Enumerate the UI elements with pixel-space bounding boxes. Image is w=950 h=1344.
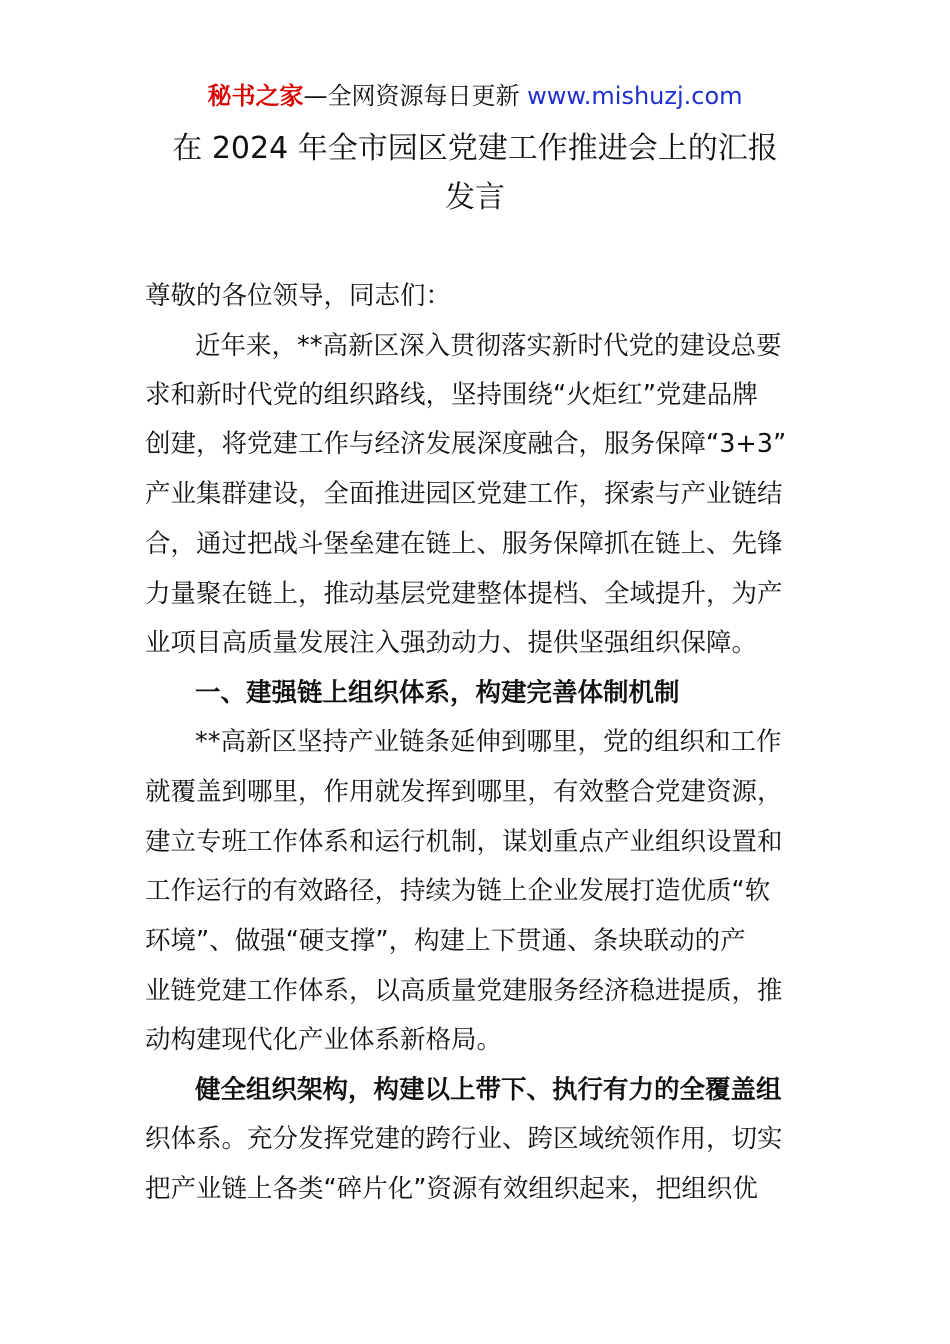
paragraph-2-line: 动构建现代化产业体系新格局。	[145, 1025, 503, 1055]
paragraph-1-line: 创建，将党建工作与经济发展深度融合，服务保障“3+3”	[145, 429, 787, 459]
site-brand: 秘书之家	[207, 82, 304, 110]
paragraph-1-line: 力量聚在链上，推动基层党建整体提档、全域提升，为产	[145, 579, 783, 609]
paragraph-2-line: 业链党建工作体系，以高质量党建服务经济稳进提质，推	[145, 976, 783, 1006]
paragraph-1-line: 近年来，**高新区深入贯彻落实新时代党的建设总要	[195, 331, 782, 361]
document-title-line-1: 在 2024 年全市园区党建工作推进会上的汇报	[172, 131, 778, 166]
site-url-link[interactable]: www.mishuzj.com	[527, 82, 743, 110]
paragraph-2-line: 环境”、做强“硬支撑”，构建上下贯通、条块联动的产	[145, 926, 746, 956]
paragraph-3-lead: 健全组织架构，构建以上带下、执行有力的全覆盖组	[195, 1075, 782, 1105]
site-tagline: —全网资源每日更新	[303, 82, 528, 110]
paragraph-2-line: 就覆盖到哪里，作用就发挥到哪里，有效整合党建资源，	[145, 777, 783, 807]
paragraph-1-line: 产业集群建设，全面推进园区党建工作，探索与产业链结	[145, 479, 783, 509]
paragraph-2-line: 工作运行的有效路径，持续为链上企业发展打造优质“软	[145, 876, 771, 906]
paragraph-3-line: 把产业链上各类“碎片化”资源有效组织起来，把组织优	[145, 1174, 758, 1204]
section-heading-1: 一、建强链上组织体系，构建完善体制机制	[195, 678, 680, 708]
paragraph-1-line: 业项目高质量发展注入强劲动力、提供坚强组织保障。	[145, 628, 758, 658]
paragraph-3-line: 织体系。充分发挥党建的跨行业、跨区域统领作用，切实	[145, 1124, 783, 1154]
paragraph-1-line: 合，通过把战斗堡垒建在链上、服务保障抓在链上、先锋	[145, 529, 783, 559]
document-title-line-2: 发言	[445, 180, 505, 215]
paragraph-2-line: 建立专班工作体系和运行机制，谋划重点产业组织设置和	[145, 827, 783, 857]
paragraph-1-line: 求和新时代党的组织路线，坚持围绕“火炬红”党建品牌	[145, 380, 758, 410]
site-header	[0, 80, 950, 112]
salutation: 尊敬的各位领导，同志们：	[145, 281, 452, 311]
paragraph-2-line: **高新区坚持产业链条延伸到哪里，党的组织和工作	[195, 727, 782, 757]
